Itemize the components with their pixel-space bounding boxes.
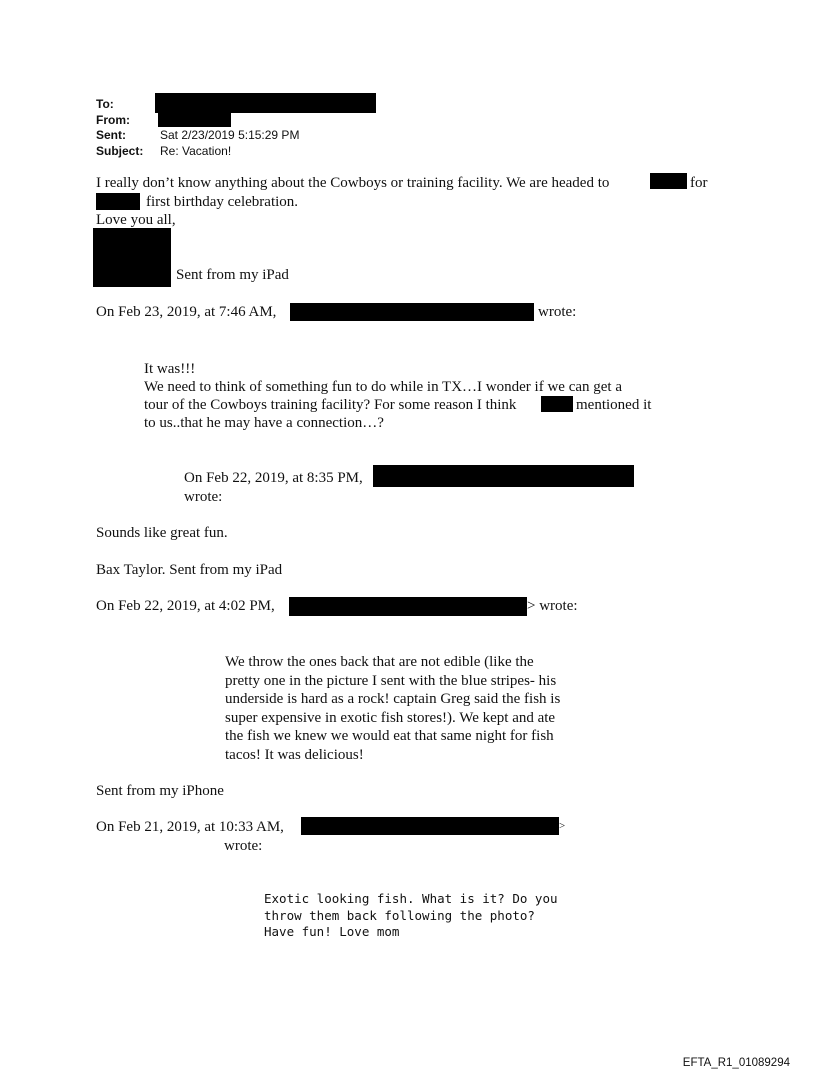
body-signature: Sent from my iPad (176, 267, 289, 283)
quote-line: We need to think of something fun to do while in TX…I wonder if we can get a (144, 379, 622, 395)
quote-line: throw them back following the photo? (264, 907, 535, 923)
quote-line: We throw the ones back that are not edible (like the (225, 654, 534, 670)
body-intro-line: for (690, 175, 708, 191)
quote-header: On Feb 22, 2019, at 4:02 PM, (96, 598, 275, 614)
quote-line: Exotic looking fish. What is it? Do you (264, 891, 558, 906)
redaction-block (158, 113, 231, 127)
quote-header: > wrote: (527, 598, 578, 614)
quote-line: tacos! It was delicious! (225, 746, 364, 763)
quote-header: > (559, 820, 566, 832)
sent-value: Sat 2/23/2019 5:15:29 PM (160, 128, 300, 142)
redaction-block (373, 465, 634, 487)
from-label: From: (96, 113, 130, 127)
quote-line: super expensive in exotic fish stores!). We kept and ate (225, 709, 556, 726)
quote-line: Have fun! Love mom (264, 924, 400, 939)
redaction-block (541, 396, 573, 412)
quote-body (264, 891, 558, 941)
quote-header: wrote: (224, 838, 263, 854)
redaction-block (650, 173, 687, 189)
quote-line: mentioned it (576, 397, 652, 413)
quote-header: On Feb 21, 2019, at 10:33 AM, (96, 819, 284, 835)
quote-reply: Sounds like great fun. (96, 525, 228, 541)
to-label: To: (96, 97, 114, 111)
redaction-block (289, 597, 527, 616)
quote-line: underside is hard as a rock! captain Greg said the fish is (225, 691, 561, 707)
redaction-block (290, 303, 534, 321)
redaction-block (96, 193, 140, 210)
body-intro-line: I really don’t know anything about the Cowboys or training facility. We are headed to (96, 175, 610, 191)
quote-header: wrote: (538, 304, 577, 320)
document-id: EFTA_R1_01089294 (682, 1057, 790, 1069)
subject-label: Subject: (96, 144, 144, 158)
quote-body (225, 653, 560, 764)
body-intro-line: first birthday celebration. (146, 194, 299, 210)
quote-line: tour of the Cowboys training facility? For some reason I think (144, 397, 517, 413)
body-closing: Love you all, (96, 212, 176, 228)
redaction-block (301, 817, 559, 835)
quote-header: wrote: (184, 489, 223, 505)
quote-line: to us..that he may have a connection…? (144, 415, 384, 431)
sent-label: Sent: (96, 128, 126, 142)
quote-header: On Feb 22, 2019, at 8:35 PM, (184, 470, 363, 486)
quote-signature: Sent from my iPhone (96, 783, 224, 799)
quote-line: It was!!! (144, 361, 196, 377)
redaction-block (93, 228, 171, 287)
quote-line: the fish we knew we would eat that same night for fish (225, 728, 554, 744)
redaction-block (155, 93, 376, 113)
quote-signature: Bax Taylor. Sent from my iPad (96, 562, 283, 578)
quote-line: pretty one in the picture I sent with the blue stripes- his (225, 672, 557, 689)
quote-header: On Feb 23, 2019, at 7:46 AM, (96, 304, 277, 320)
subject-value: Re: Vacation! (160, 144, 232, 158)
